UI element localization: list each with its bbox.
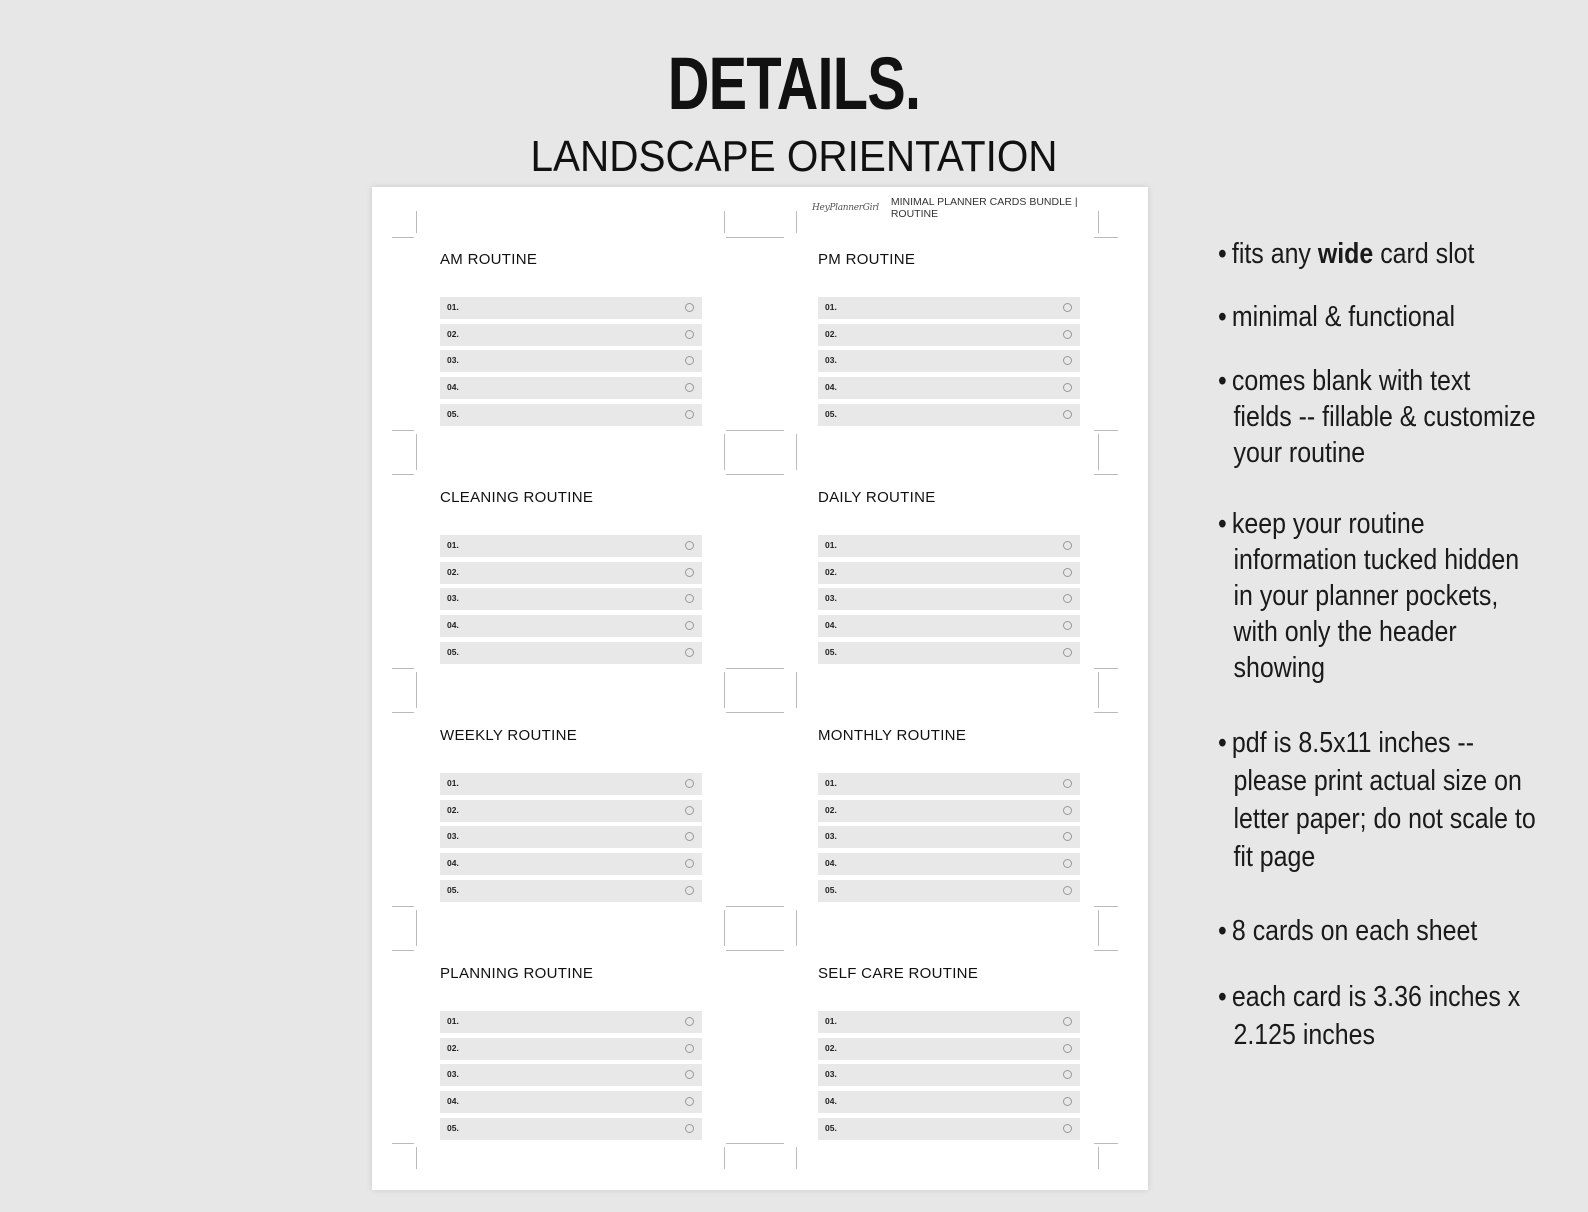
row-number: 04. xyxy=(447,620,459,631)
crop-mark xyxy=(1094,1143,1118,1144)
routine-row[interactable] xyxy=(440,588,702,610)
routine-row[interactable] xyxy=(818,1011,1080,1033)
routine-row[interactable] xyxy=(818,1091,1080,1113)
checkbox-circle-icon[interactable] xyxy=(1063,1044,1072,1053)
routine-row[interactable] xyxy=(440,404,702,426)
checkbox-circle-icon[interactable] xyxy=(685,356,694,365)
routine-row[interactable] xyxy=(818,826,1080,848)
routine-card xyxy=(440,243,740,423)
crop-mark xyxy=(392,950,414,951)
crop-mark xyxy=(726,474,784,475)
feature-text: pdf is 8.5x11 inches -- xyxy=(1231,727,1475,759)
crop-mark xyxy=(1098,672,1099,708)
row-number: 04. xyxy=(825,620,837,631)
crop-mark xyxy=(724,434,725,470)
checkbox-circle-icon[interactable] xyxy=(1063,541,1072,550)
page-subtitle: LANDSCAPE ORIENTATION xyxy=(530,132,1058,181)
routine-row[interactable] xyxy=(818,297,1080,319)
row-number: 05. xyxy=(447,1122,459,1133)
checkbox-circle-icon[interactable] xyxy=(685,621,694,630)
routine-row[interactable] xyxy=(440,324,702,346)
checkbox-circle-icon[interactable] xyxy=(685,1097,694,1106)
feature-text: keep your routine xyxy=(1231,508,1425,540)
row-number: 01. xyxy=(447,540,459,550)
row-number: 01. xyxy=(825,302,837,312)
checkbox-circle-icon[interactable] xyxy=(685,410,694,419)
routine-row[interactable] xyxy=(818,588,1080,610)
feature-text: fit page xyxy=(1233,841,1316,873)
routine-list xyxy=(440,773,702,906)
routine-card xyxy=(818,957,1118,1137)
checkbox-circle-icon[interactable] xyxy=(1063,1124,1072,1133)
row-number: 04. xyxy=(447,1096,459,1107)
routine-row[interactable] xyxy=(818,1064,1080,1086)
routine-row[interactable] xyxy=(440,880,702,902)
page-title: DETAILS. xyxy=(667,42,921,125)
feature-item xyxy=(1218,913,1579,949)
crop-mark xyxy=(392,668,414,669)
row-number: 01. xyxy=(825,1016,837,1026)
feature-text: with only the header xyxy=(1233,616,1457,648)
routine-card xyxy=(440,481,740,661)
feature-text: minimal & functional xyxy=(1231,301,1456,333)
routine-row[interactable] xyxy=(818,324,1080,346)
crop-mark xyxy=(416,1147,417,1169)
checkbox-circle-icon[interactable] xyxy=(685,806,694,815)
feature-text: fits any xyxy=(1231,238,1318,270)
row-number: 01. xyxy=(447,778,459,788)
planner-sheet xyxy=(372,187,1148,1190)
crop-mark xyxy=(1094,668,1118,669)
checkbox-circle-icon[interactable] xyxy=(1063,806,1072,815)
checkbox-circle-icon[interactable] xyxy=(1063,1070,1072,1079)
feature-text: fields -- fillable & customize xyxy=(1233,401,1536,433)
row-number: 02. xyxy=(825,804,837,815)
checkbox-circle-icon[interactable] xyxy=(1063,303,1072,312)
crop-mark xyxy=(796,672,797,708)
routine-list xyxy=(818,773,1080,906)
routine-row[interactable] xyxy=(440,826,702,848)
crop-mark xyxy=(416,910,417,946)
crop-mark xyxy=(392,712,414,713)
checkbox-circle-icon[interactable] xyxy=(685,832,694,841)
checkbox-circle-icon[interactable] xyxy=(1063,568,1072,577)
routine-card xyxy=(818,481,1118,661)
feature-item xyxy=(1218,506,1579,686)
checkbox-circle-icon[interactable] xyxy=(1063,1017,1072,1026)
checkbox-circle-icon[interactable] xyxy=(685,383,694,392)
crop-mark xyxy=(1098,211,1099,233)
feature-item xyxy=(1218,299,1579,335)
row-number: 04. xyxy=(825,382,837,393)
row-number: 03. xyxy=(447,1069,459,1080)
checkbox-circle-icon[interactable] xyxy=(685,1017,694,1026)
bullet-icon: • xyxy=(1218,981,1227,1013)
crop-mark xyxy=(392,474,414,475)
feature-text: your routine xyxy=(1233,437,1366,469)
bullet-icon: • xyxy=(1218,238,1227,270)
routine-row[interactable] xyxy=(818,853,1080,875)
routine-row[interactable] xyxy=(440,773,702,795)
row-number: 04. xyxy=(447,858,459,869)
row-number: 05. xyxy=(447,884,459,895)
routine-row[interactable] xyxy=(818,800,1080,822)
routine-row[interactable] xyxy=(818,1038,1080,1060)
checkbox-circle-icon[interactable] xyxy=(685,648,694,657)
checkbox-circle-icon[interactable] xyxy=(1063,832,1072,841)
feature-item xyxy=(1218,363,1579,471)
crop-mark xyxy=(416,672,417,708)
feature-item xyxy=(1218,236,1579,272)
card-title: WEEKLY ROUTINE xyxy=(440,727,578,744)
feature-item xyxy=(1218,724,1579,876)
checkbox-circle-icon[interactable] xyxy=(685,541,694,550)
routine-row[interactable] xyxy=(440,350,702,372)
routine-card xyxy=(440,957,740,1137)
card-title: AM ROUTINE xyxy=(440,251,538,268)
row-number: 05. xyxy=(825,408,837,419)
crop-mark xyxy=(726,237,784,238)
routine-row[interactable] xyxy=(818,350,1080,372)
checkbox-circle-icon[interactable] xyxy=(1063,1097,1072,1106)
row-number: 04. xyxy=(825,1096,837,1107)
feature-text-bold: wide xyxy=(1317,238,1374,270)
routine-list xyxy=(818,535,1080,668)
routine-row[interactable] xyxy=(440,1118,702,1140)
sheet-header xyxy=(812,196,1112,220)
bullet-icon: • xyxy=(1218,301,1227,333)
feature-text: information tucked hidden xyxy=(1233,544,1520,576)
checkbox-circle-icon[interactable] xyxy=(1063,594,1072,603)
routine-list xyxy=(818,1011,1080,1144)
routine-row[interactable] xyxy=(818,1118,1080,1140)
row-number: 02. xyxy=(447,328,459,339)
checkbox-circle-icon[interactable] xyxy=(685,594,694,603)
routine-row[interactable] xyxy=(440,800,702,822)
feature-text: in your planner pockets, xyxy=(1233,580,1499,612)
crop-mark xyxy=(724,910,725,946)
checkbox-circle-icon[interactable] xyxy=(1063,621,1072,630)
routine-list xyxy=(818,297,1080,430)
crop-mark xyxy=(392,430,414,431)
crop-mark xyxy=(796,434,797,470)
routine-row[interactable] xyxy=(818,535,1080,557)
routine-row[interactable] xyxy=(818,615,1080,637)
row-number: 04. xyxy=(447,382,459,393)
feature-text: please print actual size on xyxy=(1233,765,1522,797)
row-number: 01. xyxy=(447,302,459,312)
checkbox-circle-icon[interactable] xyxy=(1063,859,1072,868)
checkbox-circle-icon[interactable] xyxy=(1063,886,1072,895)
row-number: 05. xyxy=(447,408,459,419)
crop-mark xyxy=(726,1143,784,1144)
routine-row[interactable] xyxy=(440,562,702,584)
bullet-icon: • xyxy=(1218,915,1227,947)
crop-mark xyxy=(796,1147,797,1169)
row-number: 05. xyxy=(825,1122,837,1133)
crop-mark xyxy=(1094,906,1118,907)
checkbox-circle-icon[interactable] xyxy=(1063,779,1072,788)
routine-row[interactable] xyxy=(818,880,1080,902)
crop-mark xyxy=(724,672,725,708)
row-number: 04. xyxy=(825,858,837,869)
card-title: CLEANING ROUTINE xyxy=(440,489,594,506)
sheet-header-text: MINIMAL PLANNER CARDS BUNDLE | ROUTINE xyxy=(890,196,1078,220)
checkbox-circle-icon[interactable] xyxy=(685,1070,694,1079)
checkbox-circle-icon[interactable] xyxy=(685,1044,694,1053)
crop-mark xyxy=(1094,474,1118,475)
routine-card xyxy=(818,243,1118,423)
crop-mark xyxy=(416,434,417,470)
crop-mark xyxy=(392,1143,414,1144)
checkbox-circle-icon[interactable] xyxy=(685,1124,694,1133)
crop-mark xyxy=(1098,1147,1099,1169)
row-number: 03. xyxy=(825,593,837,604)
row-number: 03. xyxy=(825,831,837,842)
routine-row[interactable] xyxy=(818,562,1080,584)
crop-mark xyxy=(416,211,417,233)
feature-text: comes blank with text xyxy=(1231,365,1471,397)
crop-mark xyxy=(724,211,725,233)
feature-item xyxy=(1218,978,1579,1054)
routine-card xyxy=(440,719,740,899)
routine-row[interactable] xyxy=(818,773,1080,795)
row-number: 05. xyxy=(825,884,837,895)
feature-text: letter paper; do not scale to xyxy=(1233,803,1536,835)
crop-mark xyxy=(392,237,414,238)
checkbox-circle-icon[interactable] xyxy=(685,330,694,339)
feature-text: showing xyxy=(1233,652,1325,684)
row-number: 05. xyxy=(825,646,837,657)
routine-row[interactable] xyxy=(440,853,702,875)
row-number: 03. xyxy=(447,593,459,604)
routine-row[interactable] xyxy=(818,642,1080,664)
crop-mark xyxy=(726,668,784,669)
brand-logo: HeyPlannerGirl xyxy=(812,203,879,213)
checkbox-circle-icon[interactable] xyxy=(1063,356,1072,365)
feature-text: each card is 3.36 inches x xyxy=(1231,981,1521,1013)
routine-row[interactable] xyxy=(440,615,702,637)
checkbox-circle-icon[interactable] xyxy=(1063,410,1072,419)
checkbox-circle-icon[interactable] xyxy=(685,886,694,895)
routine-row[interactable] xyxy=(440,1091,702,1113)
card-title: PM ROUTINE xyxy=(818,251,916,268)
crop-mark xyxy=(796,910,797,946)
routine-row[interactable] xyxy=(440,1038,702,1060)
checkbox-circle-icon[interactable] xyxy=(685,859,694,868)
routine-row[interactable] xyxy=(440,377,702,399)
row-number: 02. xyxy=(447,1042,459,1053)
routine-row[interactable] xyxy=(440,297,702,319)
card-title: DAILY ROUTINE xyxy=(818,489,936,506)
crop-mark xyxy=(1094,950,1118,951)
row-number: 03. xyxy=(825,1069,837,1080)
routine-list xyxy=(440,297,702,430)
row-number: 02. xyxy=(825,328,837,339)
row-number: 03. xyxy=(447,831,459,842)
row-number: 01. xyxy=(447,1016,459,1026)
crop-mark xyxy=(724,1147,725,1169)
crop-mark xyxy=(796,211,797,233)
crop-mark xyxy=(726,430,784,431)
card-title: SELF CARE ROUTINE xyxy=(818,965,979,982)
row-number: 02. xyxy=(825,1042,837,1053)
crop-mark xyxy=(1098,434,1099,470)
checkbox-circle-icon[interactable] xyxy=(685,303,694,312)
row-number: 02. xyxy=(447,804,459,815)
crop-mark xyxy=(1094,237,1118,238)
routine-row[interactable] xyxy=(440,1064,702,1086)
crop-mark xyxy=(1094,712,1118,713)
checkbox-circle-icon[interactable] xyxy=(1063,383,1072,392)
checkbox-circle-icon[interactable] xyxy=(1063,648,1072,657)
routine-list xyxy=(440,535,702,668)
routine-card xyxy=(818,719,1118,899)
routine-row[interactable] xyxy=(440,642,702,664)
routine-row[interactable] xyxy=(440,1011,702,1033)
bullet-icon: • xyxy=(1218,727,1227,759)
crop-mark xyxy=(1098,910,1099,946)
routine-row[interactable] xyxy=(818,404,1080,426)
routine-row[interactable] xyxy=(440,535,702,557)
crop-mark xyxy=(392,906,414,907)
bullet-icon: • xyxy=(1218,365,1227,397)
card-title: MONTHLY ROUTINE xyxy=(818,727,967,744)
crop-mark xyxy=(726,712,784,713)
row-number: 05. xyxy=(447,646,459,657)
card-title: PLANNING ROUTINE xyxy=(440,965,594,982)
crop-mark xyxy=(1094,430,1118,431)
feature-text: 8 cards on each sheet xyxy=(1231,915,1478,947)
checkbox-circle-icon[interactable] xyxy=(685,568,694,577)
crop-mark xyxy=(726,950,784,951)
crop-mark xyxy=(726,906,784,907)
row-number: 02. xyxy=(825,566,837,577)
row-number: 01. xyxy=(825,778,837,788)
feature-text: card slot xyxy=(1373,238,1475,270)
bullet-icon: • xyxy=(1218,508,1227,540)
row-number: 01. xyxy=(825,540,837,550)
row-number: 03. xyxy=(447,355,459,366)
routine-list xyxy=(440,1011,702,1144)
row-number: 03. xyxy=(825,355,837,366)
checkbox-circle-icon[interactable] xyxy=(685,779,694,788)
routine-row[interactable] xyxy=(818,377,1080,399)
feature-text: 2.125 inches xyxy=(1233,1019,1375,1051)
row-number: 02. xyxy=(447,566,459,577)
checkbox-circle-icon[interactable] xyxy=(1063,330,1072,339)
